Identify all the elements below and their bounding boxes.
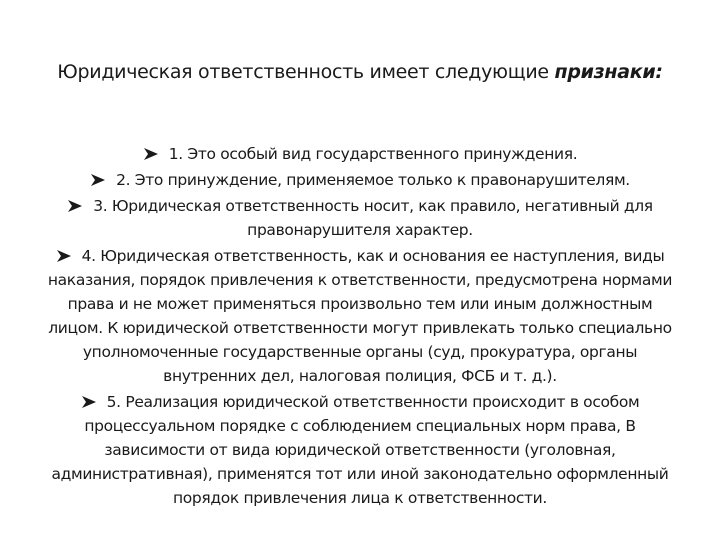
arrow-bullet-icon bbox=[90, 174, 106, 186]
list-item-2 bbox=[40, 168, 680, 192]
list-item-1 bbox=[40, 142, 680, 166]
list-item-text: 5. Реализация юридической ответственности происходит в особом процессуальном порядке с соблюдением специальных норм права, В зависимости от вида юридической ответственности (уголовная, административная), применятся тот или иной законодательно оформленный порядок привлечения лица к ответственности. bbox=[51, 393, 669, 507]
slide-title bbox=[20, 58, 700, 86]
arrow-bullet-icon bbox=[56, 250, 72, 262]
list-item-text: 2. Это принуждение, применяемое только к правонарушителям. bbox=[116, 171, 630, 189]
arrow-bullet-icon bbox=[143, 148, 159, 160]
list-item-text: 4. Юридическая ответственность, как и основания ее наступления, виды наказания, порядок привлечения к ответственности, предусмотрена нормами права и не может применяться произвольно тем или иным должностным лицом. К юридической ответственности могут привлекать только специально уполномоченные государственные органы (суд, прокуратура, органы внутренних дел, налоговая полиция, ФСБ и т. д.). bbox=[47, 247, 673, 385]
title-emphasis: признаки bbox=[554, 61, 656, 83]
features-list bbox=[40, 142, 680, 512]
list-item-text: 3. Юридическая ответственность носит, как правило, негативный для правонарушителя характер. bbox=[93, 197, 653, 239]
list-item-3 bbox=[40, 194, 680, 242]
list-item-text: 1. Это особый вид государственного принуждения. bbox=[168, 145, 578, 163]
arrow-bullet-icon bbox=[67, 200, 83, 212]
title-colon: : bbox=[655, 61, 663, 83]
list-item-5 bbox=[40, 390, 680, 510]
list-item-4 bbox=[40, 244, 680, 388]
title-text: Юридическая ответственность имеет следующие bbox=[57, 61, 555, 83]
arrow-bullet-icon bbox=[81, 396, 97, 408]
